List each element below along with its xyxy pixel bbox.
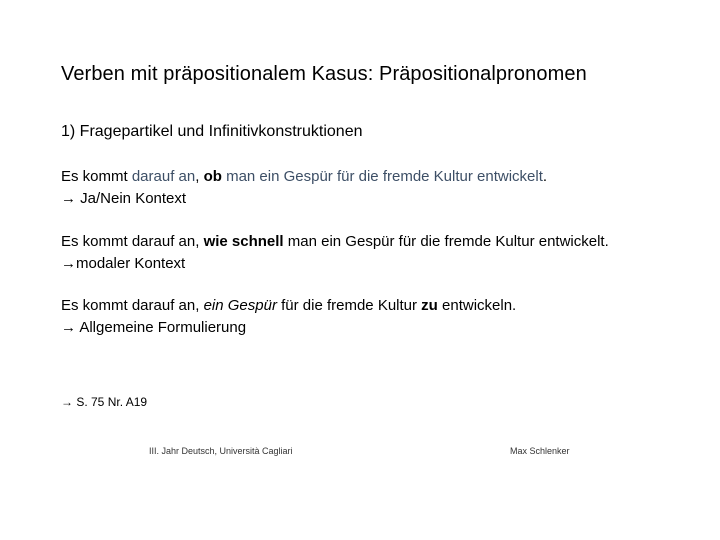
- arrow-right-icon: →: [61, 190, 76, 207]
- example-1-text: ,: [195, 168, 204, 185]
- example-3-sentence: [61, 295, 516, 317]
- arrow-right-icon: →: [61, 255, 76, 272]
- slide-subheading: 1) Fragepartikel und Infinitivkonstruktionen: [61, 123, 363, 140]
- example-2-sentence: [61, 231, 609, 253]
- example-1-note-line: [61, 188, 547, 210]
- footer-course: III. Jahr Deutsch, Università Cagliari: [149, 446, 293, 456]
- example-2-note-line: [61, 253, 609, 275]
- example-2-text: man ein Gespür für die fremde Kultur entwickelt.: [283, 233, 609, 250]
- example-3-text: entwickeln.: [437, 297, 517, 314]
- example-1-sentence: [61, 166, 547, 188]
- example-1-note: Ja/Nein Kontext: [76, 190, 187, 207]
- example-3-note-line: [61, 317, 516, 339]
- example-1-text: man ein Gespür für die fremde Kultur: [221, 168, 478, 185]
- arrow-right-icon: →: [61, 319, 76, 336]
- example-2-highlight-wie-schnell: wie schnell: [203, 233, 284, 250]
- example-1-text: Es kommt: [61, 168, 132, 185]
- example-3-text: für die fremde Kultur: [276, 297, 422, 314]
- example-1: [61, 166, 547, 210]
- reference: [61, 394, 147, 410]
- example-1-highlight-darauf-an: darauf an: [131, 168, 196, 185]
- reference-text: S. 75 Nr. A19: [73, 395, 148, 409]
- example-3-text: Es kommt darauf an,: [61, 297, 204, 314]
- arrow-right-icon: →: [61, 395, 73, 409]
- example-1-text: .: [542, 168, 548, 185]
- footer-author: Max Schlenker: [510, 446, 570, 456]
- example-3: [61, 295, 516, 339]
- example-2: [61, 231, 609, 275]
- example-1-highlight-entwickelt: entwickelt: [477, 168, 543, 185]
- example-2-text: Es kommt darauf an,: [61, 233, 204, 250]
- example-3-note: Allgemeine Formulierung: [76, 319, 247, 336]
- example-3-highlight-zu: zu: [421, 297, 438, 314]
- example-3-highlight-ein-gespuer: ein Gespür: [203, 297, 277, 314]
- example-1-highlight-ob: ob: [203, 168, 222, 185]
- slide-title: Verben mit präpositionalem Kasus: Präpositionalpronomen: [61, 63, 587, 85]
- example-2-note: modaler Kontext: [76, 255, 186, 272]
